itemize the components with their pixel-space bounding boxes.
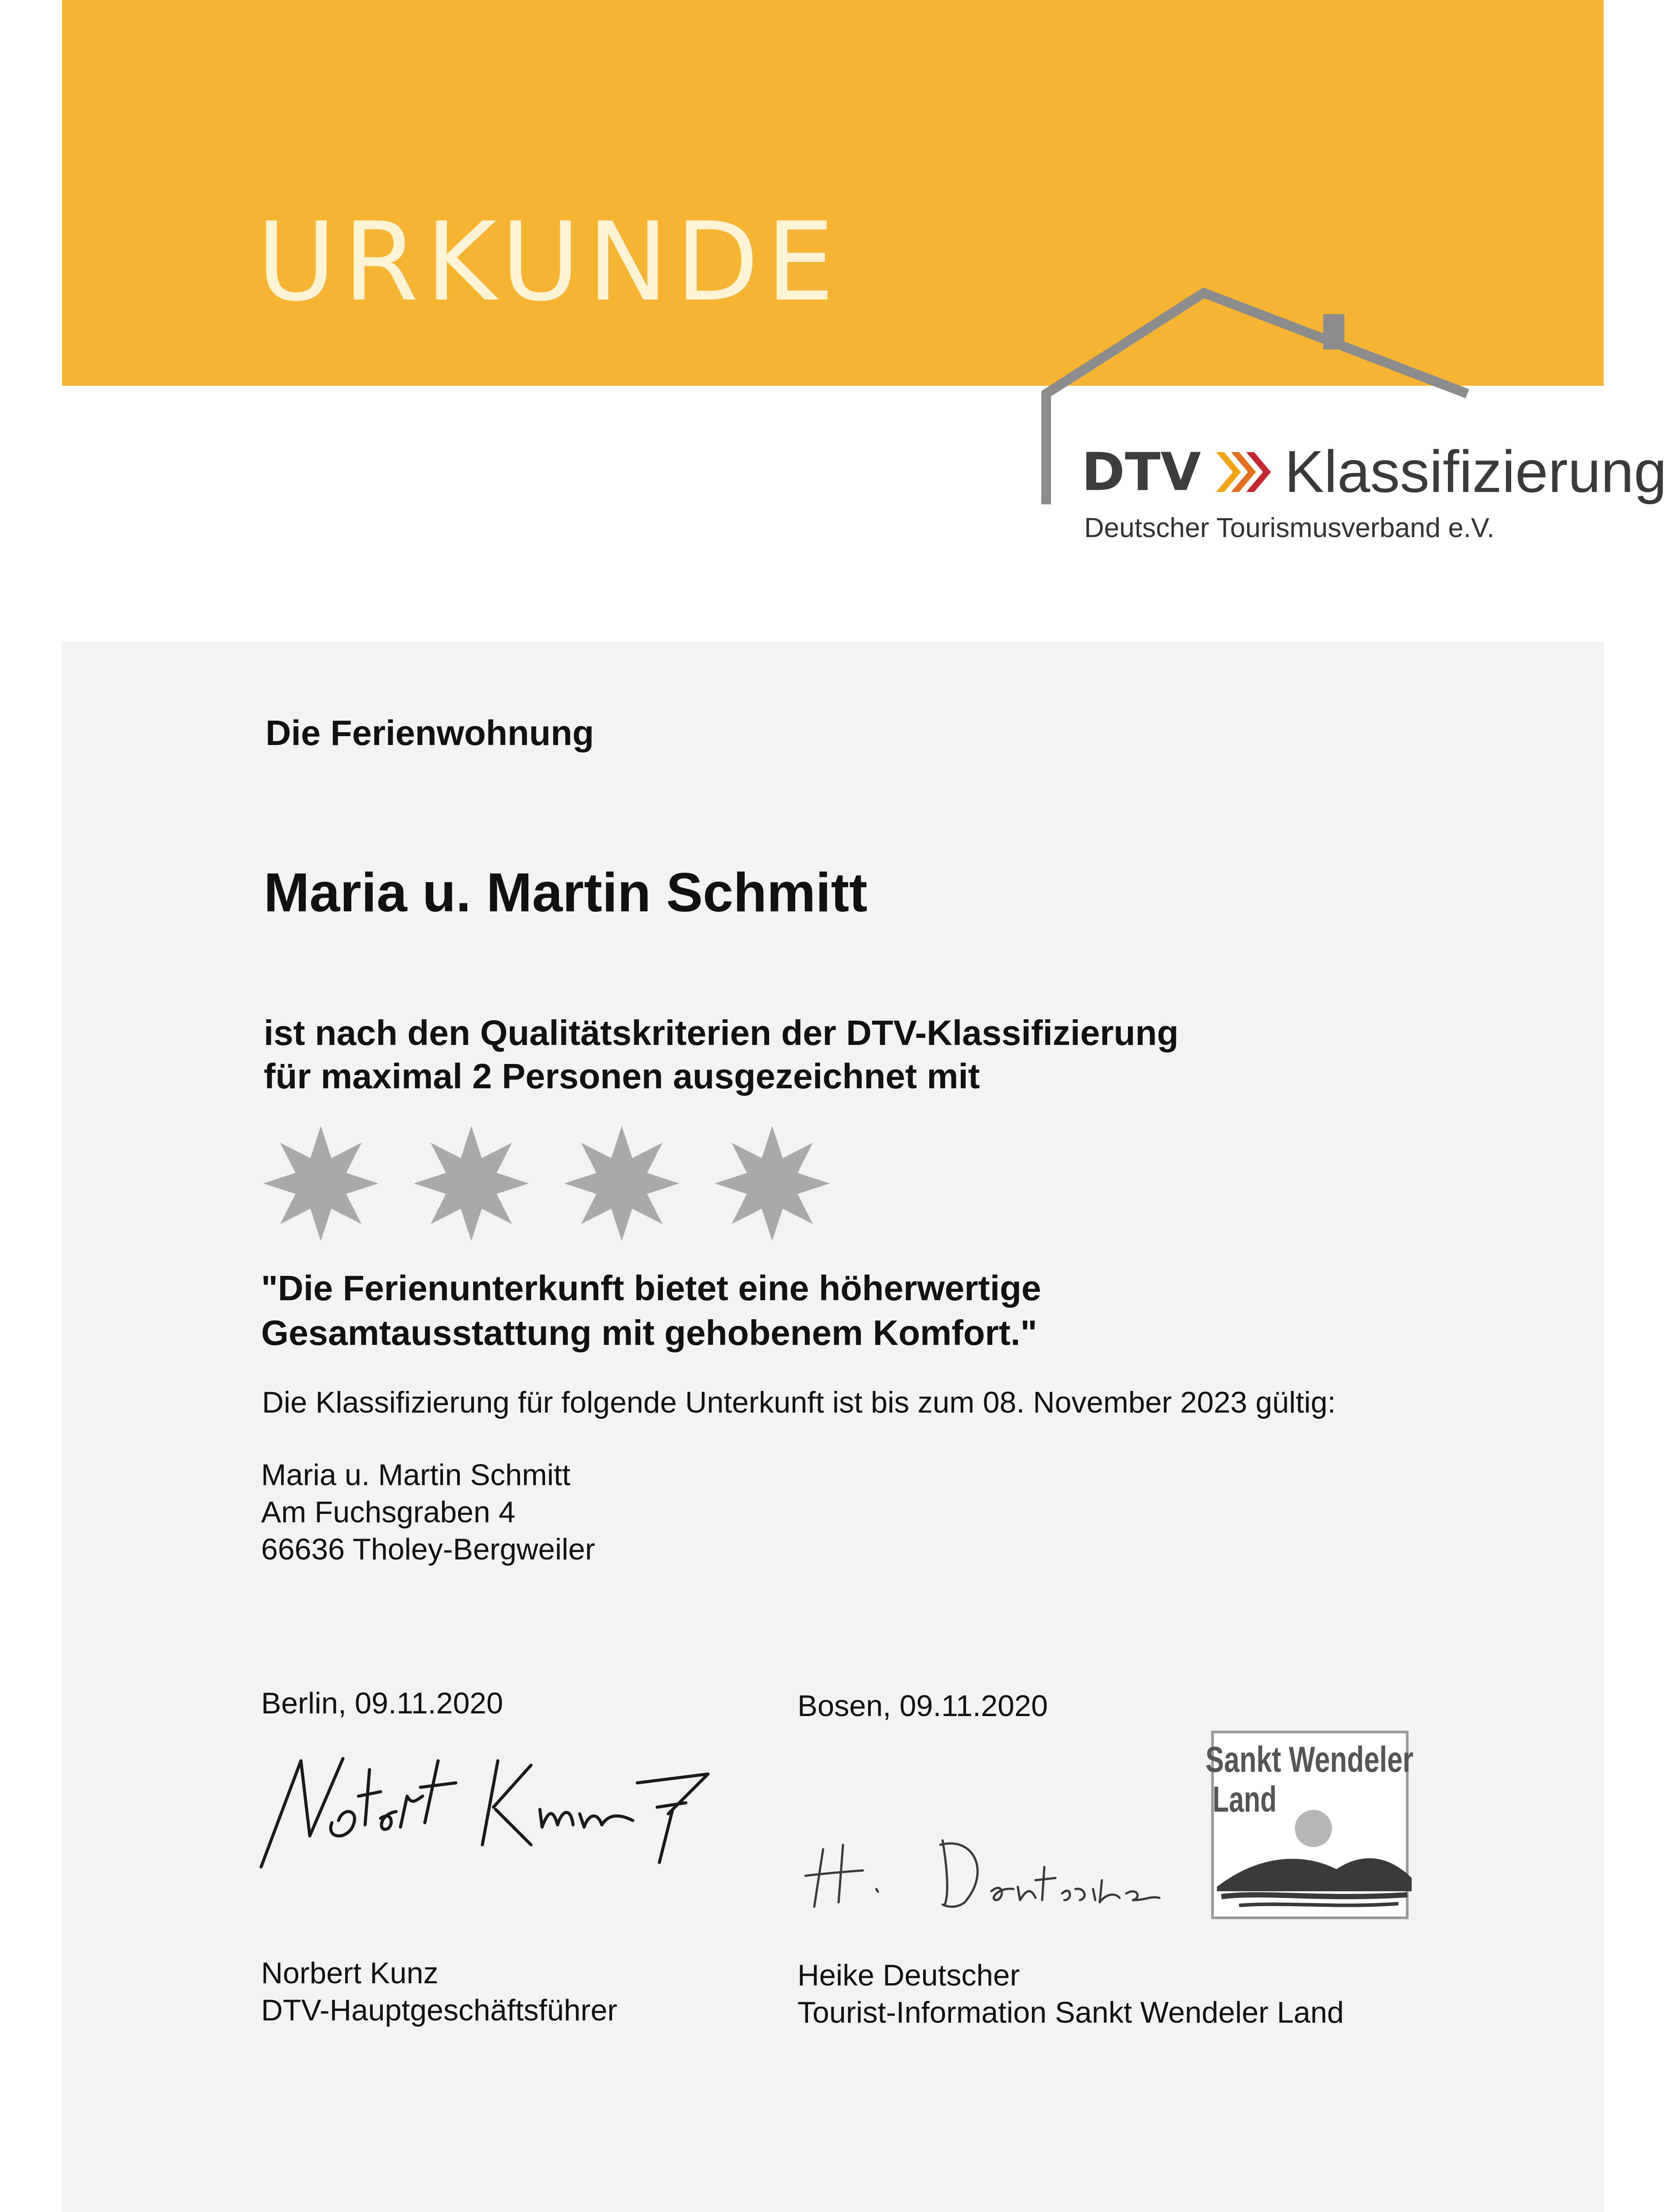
chevron-arrows-icon (1212, 448, 1274, 496)
star-icon (712, 1124, 832, 1243)
accommodation-type: Die Ferienwohnung (266, 713, 594, 753)
accommodation-name: Maria u. Martin Schmitt (264, 862, 868, 923)
criteria-line-2: für maximal 2 Personen ausgezeichnet mit (264, 1056, 980, 1096)
left-signer-name: Norbert Kunz (261, 1956, 439, 1990)
address-name: Maria u. Martin Schmitt (261, 1458, 571, 1492)
swl-logo-line-1: Sankt Wendeler (1205, 1740, 1413, 1780)
signature-norbert-kunz (248, 1734, 735, 1876)
swl-logo-line-2: Land (1213, 1779, 1277, 1820)
right-signer-organization: Tourist-Information Sankt Wendeler Land (797, 1996, 1344, 2029)
criteria-line-1: ist nach den Qualitätskriterien der DTV-Klassifizierung (264, 1013, 1179, 1052)
right-signer-name: Heike Deutscher (797, 1959, 1020, 1992)
dtv-brand-text: DTV (1082, 441, 1201, 503)
sankt-wendeler-land-logo (1204, 1723, 1416, 1922)
dtv-subtitle: Deutscher Tourismusverband e.V. (1084, 513, 1495, 543)
left-place-date: Berlin, 09.11.2020 (261, 1686, 503, 1720)
star-icon (562, 1124, 681, 1243)
quote-line-1: "Die Ferienunterkunft bietet eine höherwertige (261, 1268, 1041, 1308)
dtv-logo (1082, 438, 1667, 506)
quote-line-2: Gesamtausstattung mit gehobenem Komfort." (261, 1313, 1037, 1352)
star-icon (261, 1124, 381, 1243)
address-city: 66636 Tholey-Bergweiler (261, 1532, 595, 1566)
dtv-product-text: Klassifizierung (1284, 439, 1667, 505)
address-street: Am Fuchsgraben 4 (261, 1495, 516, 1529)
right-place-date: Bosen, 09.11.2020 (797, 1689, 1048, 1723)
certificate-title: URKUNDE (257, 199, 842, 325)
signature-h-deutscher (797, 1814, 1186, 1920)
validity-statement: Die Klassifizierung für folgende Unterkunft ist bis zum 08. November 2023 gültig: (262, 1386, 1336, 1419)
star-rating (261, 1124, 881, 1248)
star-icon (412, 1124, 531, 1243)
left-signer-role: DTV-Hauptgeschäftsführer (261, 1993, 618, 2027)
